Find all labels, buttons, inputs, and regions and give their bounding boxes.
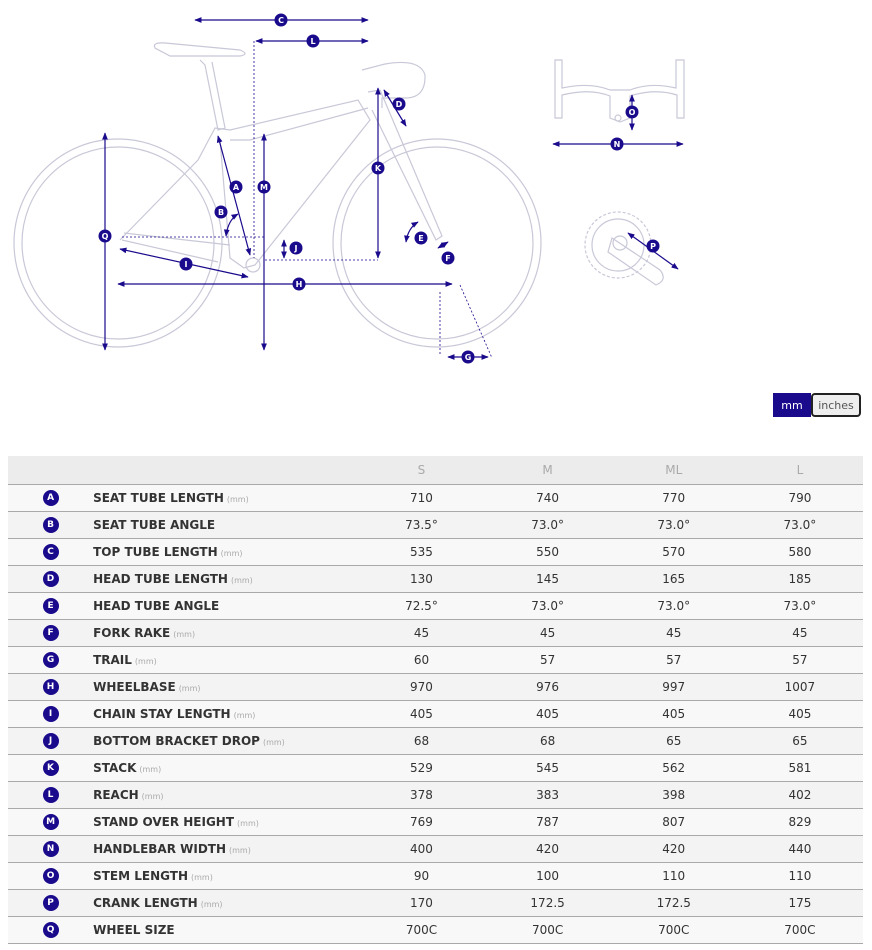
unit-label: (mm) <box>226 495 249 504</box>
diagram-marker-m <box>258 181 271 194</box>
badge-cell <box>8 701 93 728</box>
seatpost <box>200 60 225 130</box>
label-cell <box>93 566 358 593</box>
diagram-marker-p <box>647 240 660 253</box>
value-cell: 378 <box>358 782 484 809</box>
marker-letter: E <box>418 234 424 243</box>
table-row <box>8 593 863 620</box>
measurement-label: WHEEL SIZE <box>93 923 175 937</box>
marker-badge: K <box>43 760 59 776</box>
measurement-label: STAND OVER HEIGHT <box>93 815 235 829</box>
marker-badge: N <box>43 841 59 857</box>
label-cell <box>93 485 358 512</box>
measurement-label: STACK <box>93 761 137 775</box>
value-cell: 73.0° <box>485 512 611 539</box>
marker-badge: O <box>43 868 59 884</box>
value-cell: 420 <box>611 836 737 863</box>
table-row <box>8 728 863 755</box>
value-cell: 787 <box>485 809 611 836</box>
dimension-arrows <box>105 20 683 357</box>
table-header-row <box>8 456 863 485</box>
value-cell: 68 <box>358 728 484 755</box>
unit-label: (mm) <box>200 900 223 909</box>
inches-unit-button[interactable]: inches <box>811 393 861 417</box>
unit-label: (mm) <box>178 684 201 693</box>
value-cell: 57 <box>485 647 611 674</box>
marker-letter: Q <box>101 232 109 241</box>
marker-letter: C <box>278 16 284 25</box>
value-cell: 562 <box>611 755 737 782</box>
diagram-marker-h <box>293 278 306 291</box>
badge-cell <box>8 512 93 539</box>
unit-toggle <box>773 393 861 417</box>
diagram-marker-n <box>611 138 624 151</box>
diagram-marker-g <box>462 351 475 364</box>
table-row <box>8 620 863 647</box>
diagram-marker-e <box>415 232 428 245</box>
value-cell: 165 <box>611 566 737 593</box>
marker-badge: L <box>43 787 59 803</box>
value-cell: 90 <box>358 863 484 890</box>
badge-cell <box>8 728 93 755</box>
diagram-marker-f <box>442 252 455 265</box>
value-cell: 68 <box>485 728 611 755</box>
value-cell: 65 <box>611 728 737 755</box>
value-cell: 60 <box>358 647 484 674</box>
label-cell <box>93 620 358 647</box>
value-cell: 45 <box>358 620 484 647</box>
value-cell: 73.5° <box>358 512 484 539</box>
diagram-marker-i <box>180 258 193 271</box>
diagram-marker-c <box>275 14 288 27</box>
badge-cell <box>8 782 93 809</box>
measurement-label: STEM LENGTH <box>93 869 188 883</box>
value-cell: 700C <box>737 917 863 944</box>
badge-cell <box>8 836 93 863</box>
unit-label: (mm) <box>173 630 196 639</box>
measurement-label: CRANK LENGTH <box>93 896 198 910</box>
value-cell: 700C <box>611 917 737 944</box>
marker-badge: F <box>43 625 59 641</box>
measurement-label: REACH <box>93 788 139 802</box>
table-row <box>8 701 863 728</box>
unit-label: (mm) <box>230 576 253 585</box>
badge-cell <box>8 890 93 917</box>
label-cell <box>93 809 358 836</box>
marker-letter: O <box>628 108 636 117</box>
value-cell: 570 <box>611 539 737 566</box>
value-cell: 405 <box>737 701 863 728</box>
value-cell: 829 <box>737 809 863 836</box>
table-row <box>8 863 863 890</box>
value-cell: 172.5 <box>611 890 737 917</box>
marker-letter: A <box>232 183 240 192</box>
diagram-marker-a <box>230 181 243 194</box>
measurement-label: BOTTOM BRACKET DROP <box>93 734 260 748</box>
value-cell: 145 <box>485 566 611 593</box>
value-cell: 45 <box>737 620 863 647</box>
value-cell: 45 <box>485 620 611 647</box>
marker-badge: J <box>43 733 59 749</box>
value-cell: 402 <box>737 782 863 809</box>
saddle <box>154 43 245 56</box>
diagram-marker-b <box>215 206 228 219</box>
header-label-spacer <box>93 456 358 485</box>
value-cell: 73.0° <box>737 593 863 620</box>
value-cell: 100 <box>485 863 611 890</box>
measurement-label: TOP TUBE LENGTH <box>93 545 218 559</box>
front-wheel-rim <box>341 147 533 339</box>
value-cell: 57 <box>737 647 863 674</box>
chainring <box>585 212 651 278</box>
table-row <box>8 674 863 701</box>
table-row <box>8 566 863 593</box>
label-cell <box>93 836 358 863</box>
unit-label: (mm) <box>229 846 251 855</box>
marker-letter: L <box>310 37 316 46</box>
value-cell: 73.0° <box>737 512 863 539</box>
value-cell: 420 <box>485 836 611 863</box>
table-row <box>8 782 863 809</box>
value-cell: 175 <box>737 890 863 917</box>
value-cell: 73.0° <box>611 512 737 539</box>
value-cell: 545 <box>485 755 611 782</box>
table-row <box>8 539 863 566</box>
marker-letter: P <box>650 242 656 251</box>
marker-badge: B <box>43 517 59 533</box>
marker-badge: D <box>43 571 59 587</box>
unit-label: (mm) <box>139 765 162 774</box>
unit-label: (mm) <box>220 549 243 558</box>
value-cell: 45 <box>611 620 737 647</box>
marker-badge: M <box>43 814 59 830</box>
rear-wheel-rim <box>22 147 214 339</box>
value-cell: 807 <box>611 809 737 836</box>
label-cell <box>93 863 358 890</box>
measurement-label: SEAT TUBE LENGTH <box>93 491 224 505</box>
badge-cell <box>8 917 93 944</box>
measurement-label: HANDLEBAR WIDTH <box>93 842 227 856</box>
table-row <box>8 836 863 863</box>
unit-label: (mm) <box>191 873 213 882</box>
value-cell: 398 <box>611 782 737 809</box>
badge-cell <box>8 485 93 512</box>
chainring-inner <box>592 219 644 271</box>
value-cell: 976 <box>485 674 611 701</box>
value-cell: 550 <box>485 539 611 566</box>
value-cell: 185 <box>737 566 863 593</box>
value-cell: 700C <box>358 917 484 944</box>
badge-cell <box>8 620 93 647</box>
bike-geometry-diagram <box>0 0 872 380</box>
label-cell <box>93 593 358 620</box>
badge-cell <box>8 863 93 890</box>
value-cell: 72.5° <box>358 593 484 620</box>
label-cell <box>93 674 358 701</box>
value-cell: 970 <box>358 674 484 701</box>
table-row <box>8 485 863 512</box>
table-row <box>8 512 863 539</box>
marker-letter: G <box>464 353 472 362</box>
value-cell: 790 <box>737 485 863 512</box>
bike-outline <box>14 43 684 347</box>
diagram-marker-q <box>99 230 112 243</box>
measurement-label: CHAIN STAY LENGTH <box>93 707 231 721</box>
label-cell <box>93 782 358 809</box>
label-cell <box>93 755 358 782</box>
marker-letter: M <box>260 183 268 192</box>
label-cell <box>93 539 358 566</box>
table-row <box>8 809 863 836</box>
marker-badge: P <box>43 895 59 911</box>
measurement-label: WHEELBASE <box>93 680 176 694</box>
rear-wheel <box>14 139 225 347</box>
value-cell: 997 <box>611 674 737 701</box>
badge-cell <box>8 674 93 701</box>
unit-label: (mm) <box>237 819 259 828</box>
badge-cell <box>8 593 93 620</box>
table-row <box>8 647 863 674</box>
handlebar-front <box>555 60 684 122</box>
marker-badge: Q <box>43 922 59 938</box>
marker-badge: I <box>43 706 59 722</box>
value-cell: 740 <box>485 485 611 512</box>
value-cell: 400 <box>358 836 484 863</box>
label-cell <box>93 512 358 539</box>
unit-label: (mm) <box>262 738 285 747</box>
label-cell <box>93 647 358 674</box>
table-row <box>8 917 863 944</box>
marker-letter: K <box>374 164 382 173</box>
table-row <box>8 755 863 782</box>
marker-letter: B <box>217 208 225 217</box>
stem-bolt <box>615 115 621 121</box>
marker-letter: J <box>294 244 298 253</box>
badge-cell <box>8 647 93 674</box>
unit-label: (mm) <box>134 657 157 666</box>
badge-cell <box>8 539 93 566</box>
front-wheel <box>333 139 541 347</box>
value-cell: 110 <box>737 863 863 890</box>
diagram-marker-j <box>290 242 303 255</box>
measurement-label: HEAD TUBE ANGLE <box>93 599 220 613</box>
value-cell: 770 <box>611 485 737 512</box>
diagram-marker-k <box>372 162 385 175</box>
diagram-marker-o <box>626 106 639 119</box>
measurement-label: SEAT TUBE ANGLE <box>93 518 216 532</box>
value-cell: 710 <box>358 485 484 512</box>
marker-letter: H <box>295 280 303 289</box>
label-cell <box>93 728 358 755</box>
marker-badge: A <box>43 490 59 506</box>
marker-letter: N <box>613 140 621 149</box>
value-cell: 405 <box>611 701 737 728</box>
header-size-ml: ML <box>611 456 737 485</box>
marker-badge: G <box>43 652 59 668</box>
label-cell <box>93 890 358 917</box>
value-cell: 73.0° <box>611 593 737 620</box>
badge-cell <box>8 809 93 836</box>
value-cell: 172.5 <box>485 890 611 917</box>
value-cell: 383 <box>485 782 611 809</box>
value-cell: 581 <box>737 755 863 782</box>
badge-cell <box>8 755 93 782</box>
geometry-table <box>8 456 863 944</box>
diagram-marker-l <box>307 35 320 48</box>
unit-label: (mm) <box>141 792 164 801</box>
value-cell: 529 <box>358 755 484 782</box>
value-cell: 1007 <box>737 674 863 701</box>
marker-letter: I <box>184 260 188 269</box>
measurement-label: FORK RAKE <box>93 626 171 640</box>
header-size-m: M <box>485 456 611 485</box>
header-badge-spacer <box>8 456 93 485</box>
value-cell: 73.0° <box>485 593 611 620</box>
value-cell: 130 <box>358 566 484 593</box>
value-cell: 769 <box>358 809 484 836</box>
header-size-s: S <box>358 456 484 485</box>
marker-letter: F <box>445 254 451 263</box>
marker-badge: H <box>43 679 59 695</box>
header-size-l: L <box>737 456 863 485</box>
value-cell: 405 <box>358 701 484 728</box>
value-cell: 440 <box>737 836 863 863</box>
label-cell <box>93 701 358 728</box>
value-cell: 110 <box>611 863 737 890</box>
marker-badge: C <box>43 544 59 560</box>
value-cell: 170 <box>358 890 484 917</box>
marker-letter: D <box>395 100 403 109</box>
value-cell: 580 <box>737 539 863 566</box>
table-row <box>8 890 863 917</box>
badge-cell <box>8 566 93 593</box>
value-cell: 535 <box>358 539 484 566</box>
value-cell: 700C <box>485 917 611 944</box>
measurement-label: TRAIL <box>93 653 132 667</box>
label-cell <box>93 917 358 944</box>
value-cell: 57 <box>611 647 737 674</box>
value-cell: 65 <box>737 728 863 755</box>
diagram-marker-d <box>393 98 406 111</box>
unit-label: (mm) <box>233 711 256 720</box>
marker-badge: E <box>43 598 59 614</box>
value-cell: 405 <box>485 701 611 728</box>
measurement-label: HEAD TUBE LENGTH <box>93 572 228 586</box>
mm-unit-button[interactable]: mm <box>773 393 811 417</box>
